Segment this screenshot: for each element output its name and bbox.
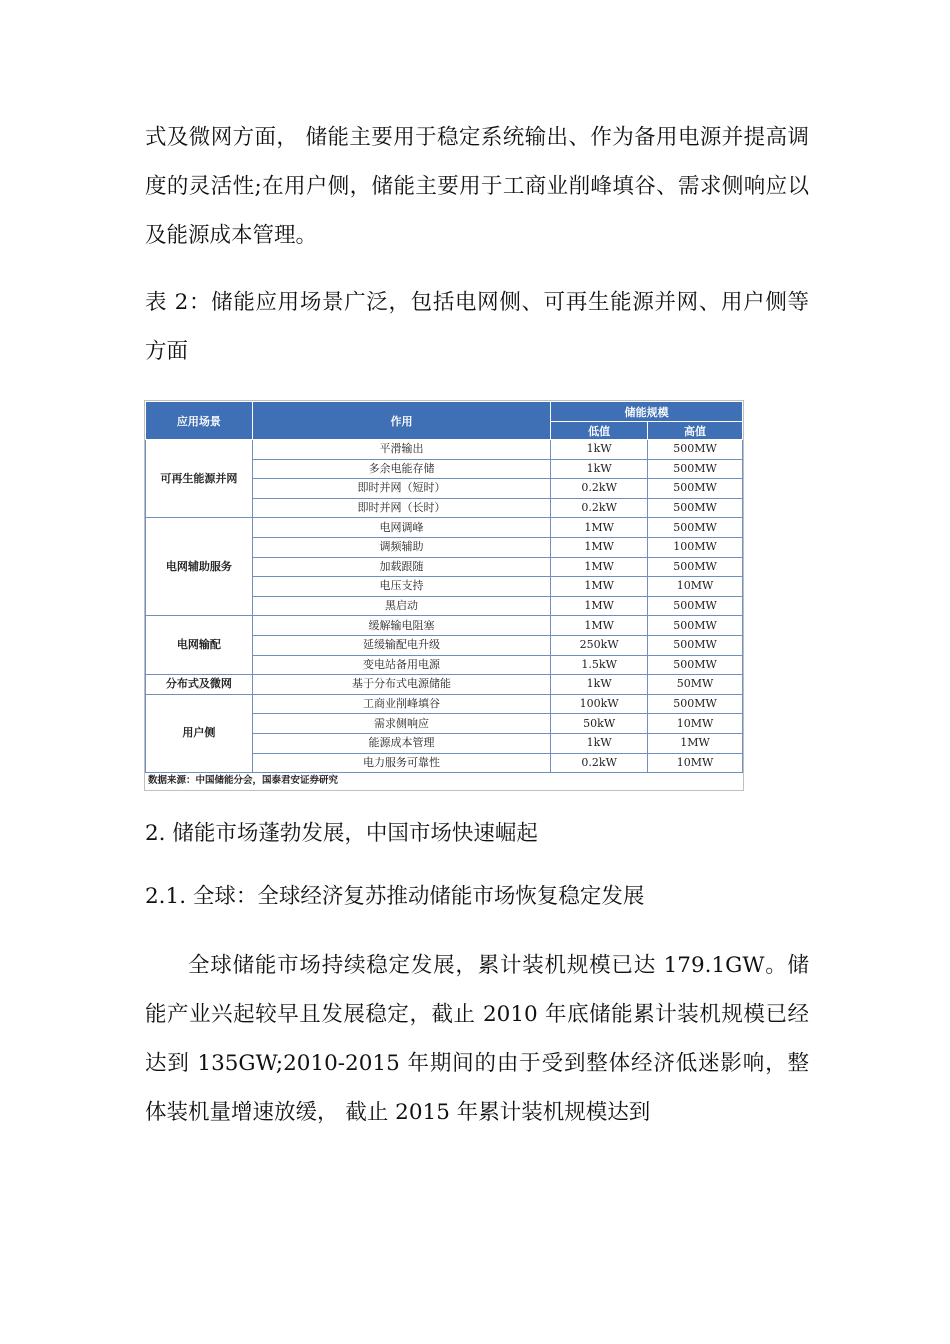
intro-paragraph: 式及微网方面， 储能主要用于稳定系统输出、作为备用电源并提高调度的灵活性;在用户侧，储能主要用于工商业削峰填谷、需求侧响应以及能源成本管理。: [145, 125, 809, 248]
scene-cell: 电网输配: [146, 616, 253, 675]
table-row: [146, 675, 743, 695]
high-value-cell: 500MW: [648, 655, 743, 675]
function-cell: 需求侧响应: [252, 714, 550, 734]
function-cell: 平滑输出: [252, 440, 550, 460]
high-value-cell: 500MW: [648, 616, 743, 636]
low-value-cell: 1kW: [551, 675, 648, 695]
high-value-cell: 1MW: [648, 733, 743, 753]
low-value-cell: 0.2kW: [551, 479, 648, 499]
low-value-cell: 1MW: [551, 518, 648, 538]
low-value-cell: 1MW: [551, 616, 648, 636]
high-value-cell: 10MW: [648, 753, 743, 773]
high-value-cell: 500MW: [648, 440, 743, 460]
function-cell: 工商业削峰填谷: [252, 694, 550, 714]
high-value-cell: 500MW: [648, 596, 743, 616]
high-value-cell: 500MW: [648, 694, 743, 714]
function-cell: 即时并网（长时）: [252, 498, 550, 518]
scene-cell: 用户侧: [146, 694, 253, 772]
high-value-cell: 500MW: [648, 479, 743, 499]
table-row: [146, 440, 743, 460]
function-cell: 黑启动: [252, 596, 550, 616]
low-value-cell: 1MW: [551, 557, 648, 577]
table-row: [146, 518, 743, 538]
low-value-cell: 1MW: [551, 577, 648, 597]
function-cell: 即时并网（短时）: [252, 479, 550, 499]
function-cell: 能源成本管理: [252, 733, 550, 753]
low-value-cell: 100kW: [551, 694, 648, 714]
high-value-cell: 500MW: [648, 518, 743, 538]
function-cell: 加载跟随: [252, 557, 550, 577]
function-cell: 变电站备用电源: [252, 655, 550, 675]
header-low: 低值: [551, 422, 648, 440]
low-value-cell: 0.2kW: [551, 753, 648, 773]
high-value-cell: 50MW: [648, 675, 743, 695]
low-value-cell: 1MW: [551, 537, 648, 557]
table-row: [146, 616, 743, 636]
low-value-cell: 250kW: [551, 635, 648, 655]
table-source-note: 数据来源：中国储能分会，国泰君安证券研究: [148, 775, 339, 787]
function-cell: 电力服务可靠性: [252, 753, 550, 773]
low-value-cell: 1kW: [551, 459, 648, 479]
low-value-cell: 1MW: [551, 596, 648, 616]
table-row: [146, 694, 743, 714]
global-market-paragraph: 全球储能市场持续稳定发展，累计装机规模已达 179.1GW。储能产业兴起较早且发展稳定，截止 2010 年底储能累计装机规模已经达到 135GW;2010-2015 年期间的由于受到整体经济低迷影响，整体装机量增速放缓， 截止 2015 年累计装机规模达到: [145, 953, 809, 1125]
header-scale: 储能规模: [551, 402, 743, 422]
scene-cell: 电网辅助服务: [146, 518, 253, 616]
function-cell: 缓解输电阻塞: [252, 616, 550, 636]
section-heading-2-1: 2.1. 全球：全球经济复苏推动储能市场恢复稳定发展: [145, 884, 645, 909]
high-value-cell: 500MW: [648, 557, 743, 577]
function-cell: 电网调峰: [252, 518, 550, 538]
function-cell: 基于分布式电源储能: [252, 675, 550, 695]
scene-cell: 分布式及微网: [146, 675, 253, 695]
scene-cell: 可再生能源并网: [146, 440, 253, 518]
header-high: 高值: [648, 422, 743, 440]
function-cell: 调频辅助: [252, 537, 550, 557]
table-caption: 表 2：储能应用场景广泛，包括电网侧、可再生能源并网、用户侧等方面: [145, 290, 809, 364]
high-value-cell: 10MW: [648, 577, 743, 597]
function-cell: 多余电能存储: [252, 459, 550, 479]
low-value-cell: 1.5kW: [551, 655, 648, 675]
low-value-cell: 1kW: [551, 733, 648, 753]
section-heading-2: 2. 储能市场蓬勃发展，中国市场快速崛起: [145, 821, 538, 846]
high-value-cell: 10MW: [648, 714, 743, 734]
function-cell: 延缓输配电升级: [252, 635, 550, 655]
low-value-cell: 0.2kW: [551, 498, 648, 518]
scenarios-table-grid: [145, 401, 743, 773]
low-value-cell: 1kW: [551, 440, 648, 460]
table-body: [146, 440, 743, 773]
high-value-cell: 100MW: [648, 537, 743, 557]
header-scene: 应用场景: [146, 402, 253, 440]
header-function: 作用: [252, 402, 550, 440]
low-value-cell: 50kW: [551, 714, 648, 734]
high-value-cell: 500MW: [648, 459, 743, 479]
high-value-cell: 500MW: [648, 498, 743, 518]
storage-scenarios-table: [144, 400, 744, 791]
high-value-cell: 500MW: [648, 635, 743, 655]
function-cell: 电压支持: [252, 577, 550, 597]
